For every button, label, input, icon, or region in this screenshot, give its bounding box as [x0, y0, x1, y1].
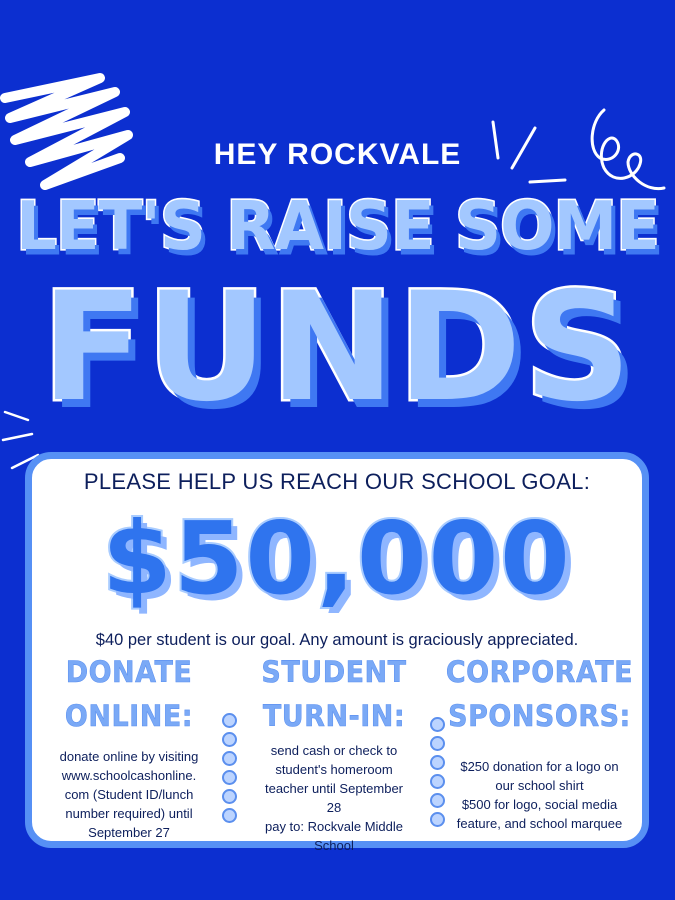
spark-line — [530, 180, 565, 182]
dot-icon — [222, 770, 237, 785]
body-line: our school shirt — [495, 778, 584, 793]
section-body — [44, 747, 214, 842]
student-turn-in-section — [244, 655, 424, 855]
dot-icon — [222, 732, 237, 747]
goal-prompt: PLEASE HELP US REACH OUR SCHOOL GOAL: — [83, 469, 591, 494]
donate-online-section — [44, 655, 214, 842]
body-line: donate online by visiting — [59, 749, 199, 764]
body-line: feature, and school marquee — [456, 816, 623, 831]
body-line: teacher until September — [264, 781, 404, 796]
heading-line: CORPORATE — [445, 655, 634, 690]
section-body — [442, 757, 637, 833]
body-line: www.schoolcashonline. — [61, 768, 197, 783]
greeting-heading: HEY ROCKVALE — [213, 138, 462, 171]
dot-icon — [222, 751, 237, 766]
spark-line — [3, 434, 32, 440]
goal-amount: $50,000 — [102, 500, 572, 617]
body-line: student's homeroom — [275, 762, 393, 777]
heading-line: ONLINE: — [64, 699, 194, 734]
headline: LET'S RAISE SOME — [16, 188, 659, 266]
body-line: com (Student ID/lunch — [64, 787, 194, 802]
body-line: pay to: Rockvale Middle — [264, 819, 403, 834]
funds-title: FUNDS — [41, 261, 634, 435]
dot-icon — [222, 713, 237, 728]
divider-dots — [222, 713, 237, 823]
dot-icon — [222, 808, 237, 823]
heading-line: SPONSORS: — [448, 699, 631, 734]
heading-line: DONATE — [65, 655, 193, 690]
body-line: number required) until — [65, 806, 193, 821]
dot-icon — [222, 789, 237, 804]
body-line: $500 for logo, social media — [461, 797, 618, 812]
body-line: send cash or check to — [270, 743, 398, 758]
corporate-sponsors-section — [442, 655, 637, 833]
body-line: September 27 — [88, 825, 170, 840]
heading-line: STUDENT — [261, 655, 407, 690]
body-line: 28 — [326, 800, 342, 815]
section-heading — [44, 651, 214, 739]
section-heading — [244, 651, 424, 739]
body-line: School — [314, 838, 354, 853]
goal-card — [25, 452, 649, 853]
body-line: $250 donation for a logo on — [460, 759, 619, 774]
section-heading — [442, 651, 637, 739]
section-body — [244, 741, 424, 855]
heading-line: TURN-IN: — [262, 699, 406, 734]
per-student-text: $40 per student is our goal. Any amount is graciously appreciated. — [95, 631, 579, 649]
